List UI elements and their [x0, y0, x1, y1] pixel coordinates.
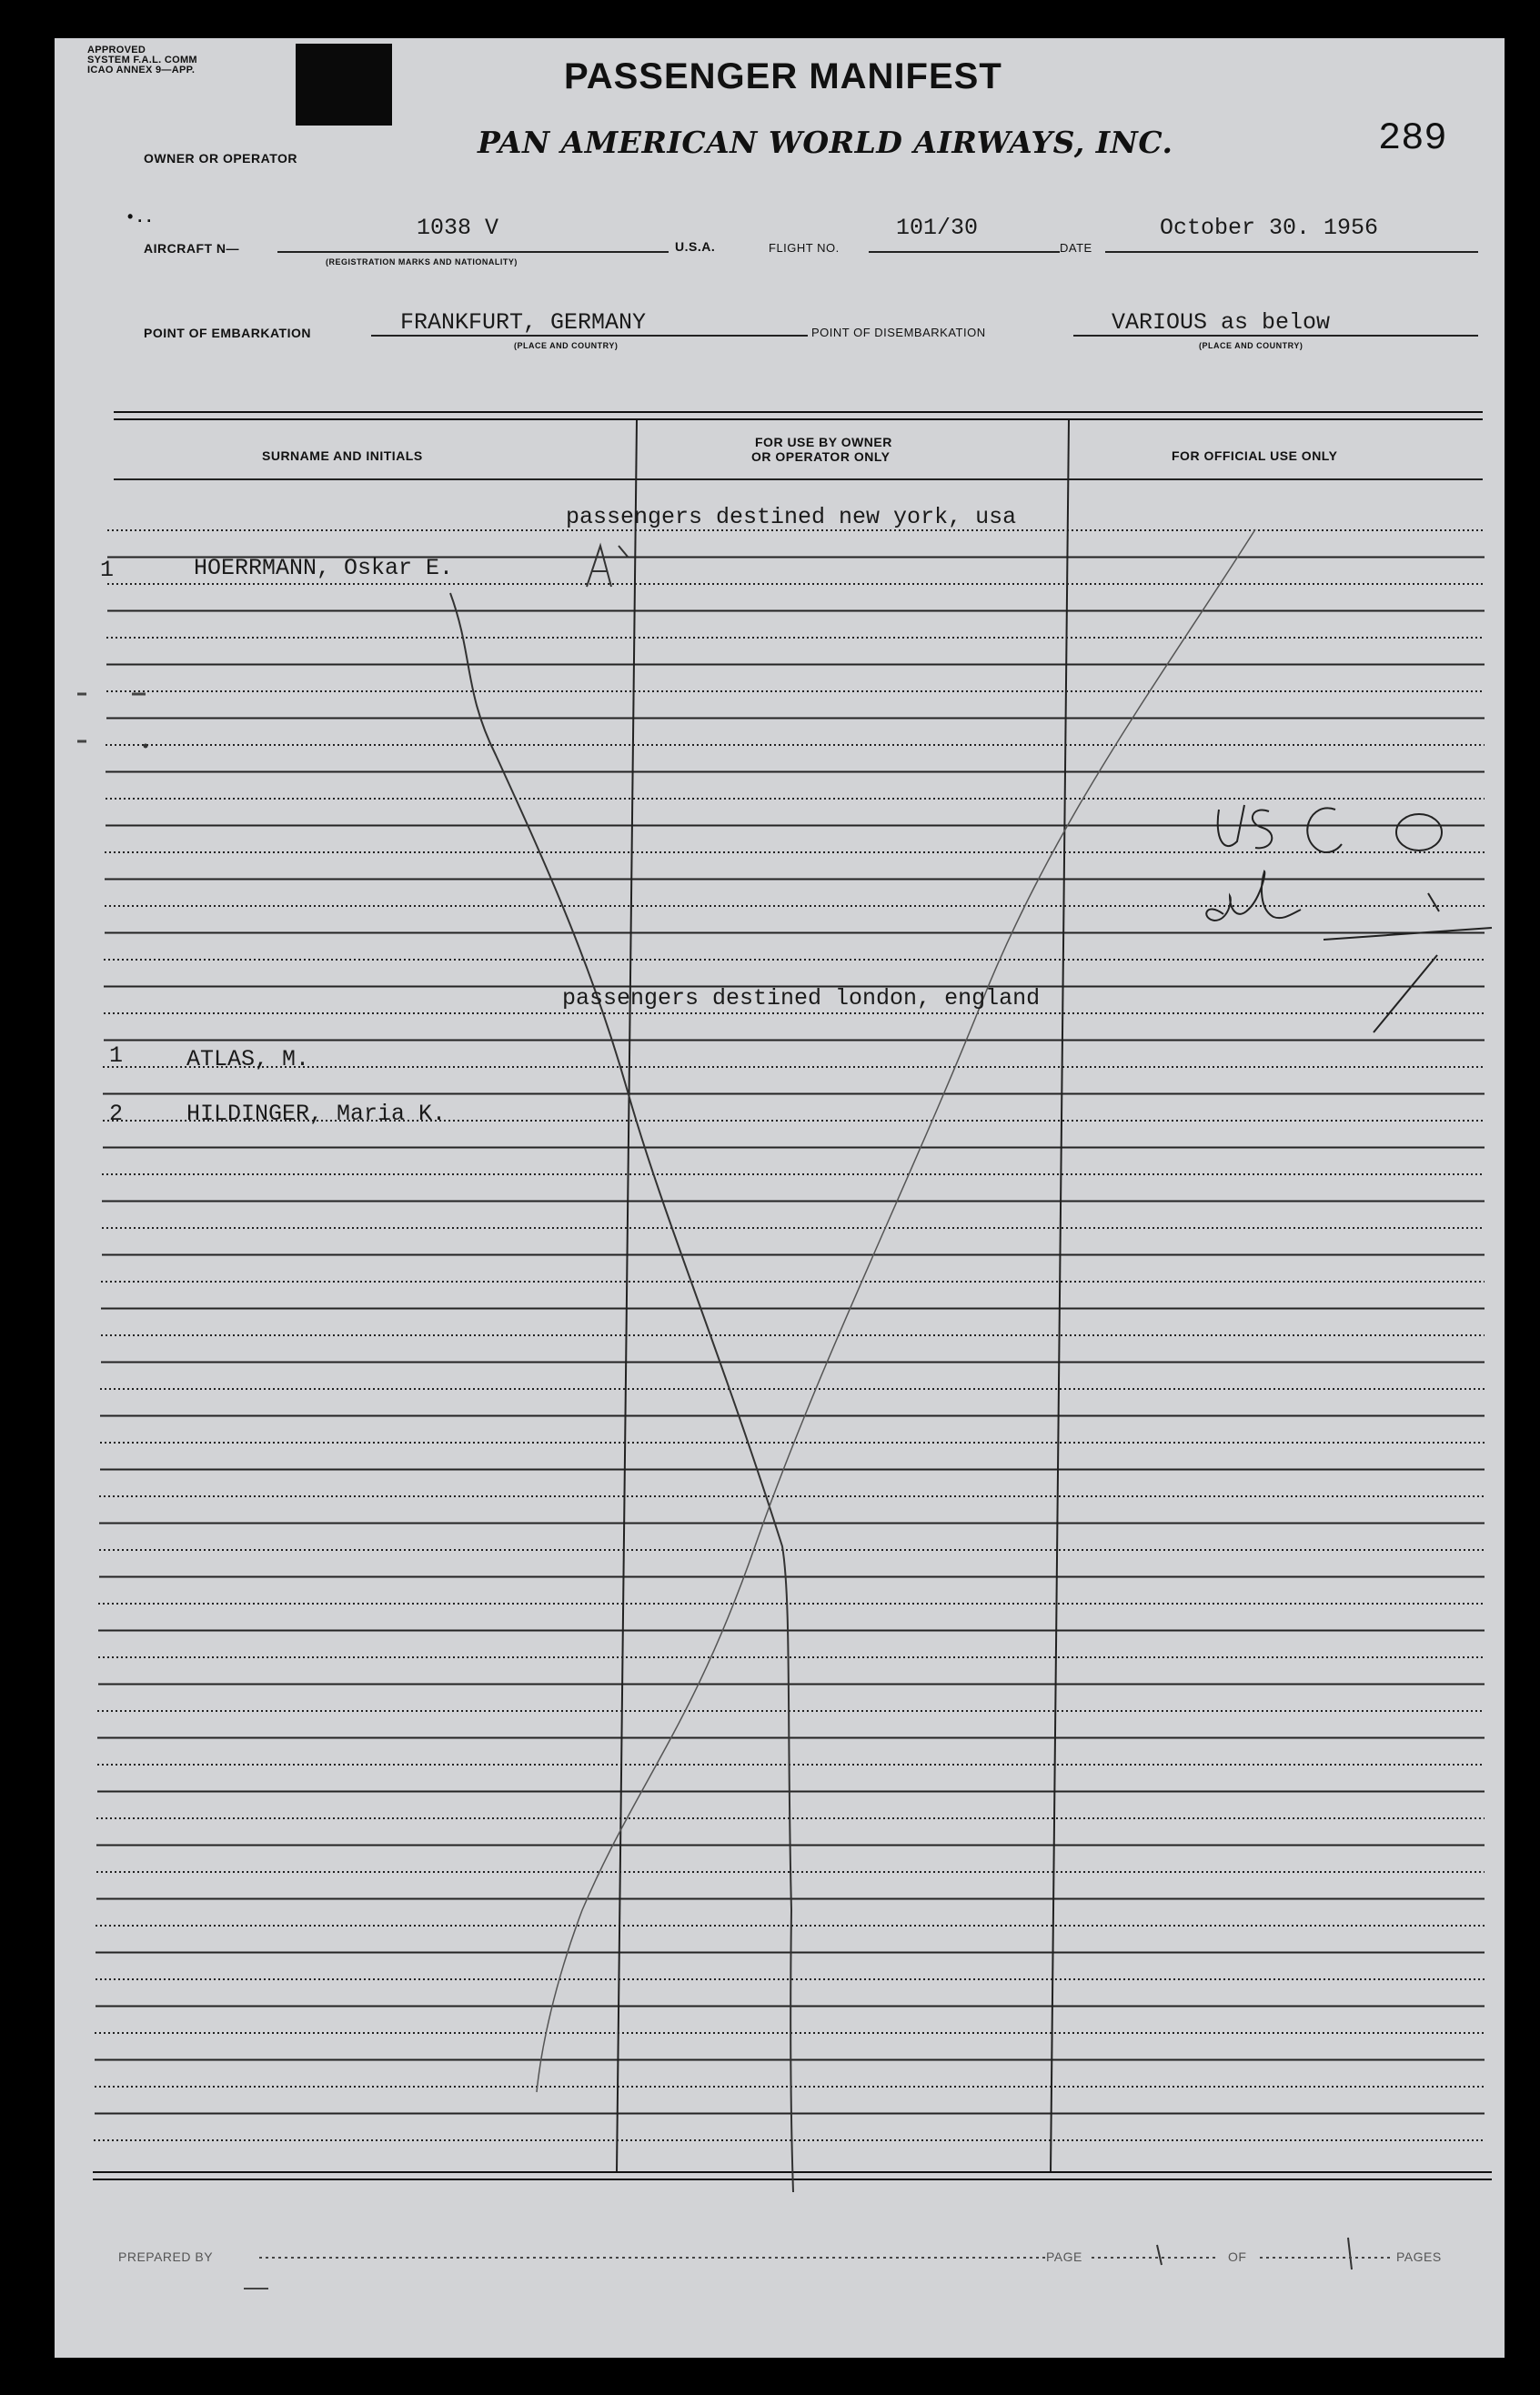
surname-header: SURNAME AND INITIALS [262, 448, 423, 463]
passenger-name: HOERRMANN, Oskar E. [194, 555, 454, 581]
hand-1a [1428, 893, 1439, 911]
column-rule-1 [617, 420, 637, 2172]
section-heading-london: passengers destined london, england [562, 985, 1041, 1011]
owner-label: OWNER OR OPERATOR [144, 151, 297, 166]
footer-hand-2 [1348, 2238, 1352, 2269]
bullet-marks: • . . [127, 207, 152, 226]
section-heading-ny: passengers destined new york, usa [566, 504, 1017, 530]
owner-use-header-2: OR OPERATOR ONLY [751, 449, 891, 464]
pages-label: PAGES [1396, 2249, 1442, 2264]
hand-1b [1374, 955, 1437, 1032]
hand-C [1307, 808, 1342, 852]
embark-label: POINT OF EMBARKATION [144, 326, 311, 340]
official-use-header: FOR OFFICIAL USE ONLY [1172, 448, 1338, 463]
approval-line-2: SYSTEM F.A.L. COMM [87, 55, 197, 65]
owner-use-header-1: FOR USE BY OWNER [755, 435, 892, 449]
passenger-number: 1 [109, 1042, 124, 1069]
prepared-by-label: PREPARED BY [118, 2249, 214, 2264]
passenger-name: ATLAS, M. [186, 1046, 310, 1072]
embark-value: FRANKFURT, GERMANY [400, 309, 647, 336]
form-title: PASSENGER MANIFEST [564, 56, 1002, 96]
passenger-name: HILDINGER, Maria K. [186, 1101, 447, 1127]
flight-label: FLIGHT NO. [769, 241, 840, 255]
page-number: 289 [1378, 116, 1447, 160]
operator-name: PAN AMERICAN WORLD AIRWAYS, INC. [478, 125, 1173, 160]
approval-line-3: ICAO ANNEX 9—APP. [87, 65, 196, 75]
date-value: October 30. 1956 [1160, 215, 1379, 241]
aircraft-value: 1038 V [417, 215, 499, 241]
margin-dot [144, 744, 148, 749]
hand-A [587, 546, 628, 587]
usa-label: U.S.A. [675, 239, 716, 254]
page-label: PAGE [1046, 2249, 1082, 2264]
disembark-value: VARIOUS as below [1112, 309, 1331, 336]
footer-hand-1 [1157, 2245, 1162, 2265]
approval-line-1: APPROVED [87, 45, 146, 55]
disembark-label: POINT OF DISEMBARKATION [811, 326, 986, 339]
of-label: OF [1228, 2249, 1247, 2264]
passenger-number: 1 [100, 557, 115, 583]
cancel-stroke-2 [537, 529, 1255, 2092]
hand-O [1396, 814, 1442, 850]
passenger-number: 2 [109, 1101, 124, 1127]
column-rule-2 [1051, 420, 1069, 2172]
disembark-sub: (PLACE AND COUNTRY) [1199, 341, 1303, 350]
aircraft-label: AIRCRAFT N— [144, 241, 240, 256]
flight-value: 101/30 [896, 215, 979, 241]
date-label: DATE [1060, 241, 1092, 255]
embark-sub: (PLACE AND COUNTRY) [514, 341, 619, 350]
aircraft-sub: (REGISTRATION MARKS AND NATIONALITY) [326, 257, 518, 267]
hand-S [1253, 810, 1272, 849]
